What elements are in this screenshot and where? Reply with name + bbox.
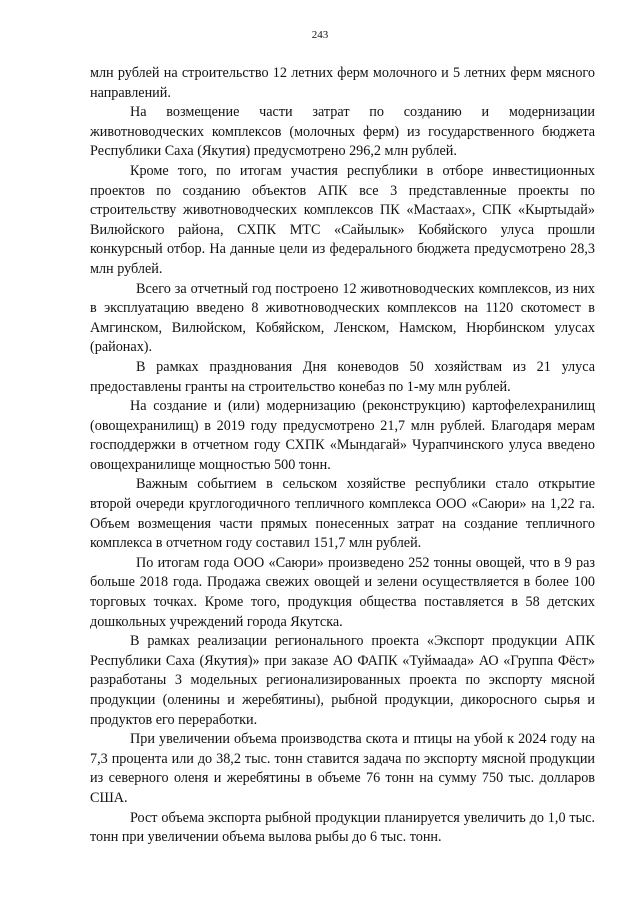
page-number: 243 <box>311 29 329 41</box>
paragraph-9: В рамках реализации регионального проекта «Экспорт продукции АПК Республики Саха (Якутия)» при заказе АО ФАПК «Туймаада» АО «Группа Фёст» разработаны 3 модельных регионализированных проекта по экспорту мясной продукции (оленины и жеребятины), рыбной продукции, дикоросного сырья и продуктов его переработки. <box>90 633 595 728</box>
paragraph-4: Всего за отчетный год построено 12 животноводческих комплексов, из них в эксплуатацию введено 8 животноводческих комплексов на 1120 скотомест в Амгинском, Вилюйском, Кобяйском, Ленском, Намском, Нюрбинском улусах (районах). <box>90 280 595 356</box>
paragraph-6: На создание и (или) модернизацию (реконструкцию) картофелехранилищ (овощехранилищ) в 2019 году предусмотрено 21,7 млн рублей. Благодаря мерам господдержки в отчетном году СХПК «Мындагай» Чурапчинского улуса введено овощехранилище мощностью 500 тонн. <box>90 398 595 473</box>
paragraph-5: В рамках празднования Дня коневодов 50 хозяйствам из 21 улуса предоставлены гранты на строительство конебаз по 1-му млн рублей. <box>90 358 595 395</box>
paragraph-11: Рост объема экспорта рыбной продукции планируется увеличить до 1,0 тыс. тонн при увеличении объема вылова рыбы до 6 тыс. тонн. <box>90 809 595 846</box>
paragraph-3: Кроме того, по итогам участия республики в отборе инвестиционных проектов по созданию объектов АПК все 3 представленные проекты по строительству животноводческих комплексов ПК «Мастаах», СПК «Кыртыдай» Вилюйского района, СХПК МТС «Сайылык» Кобяйского улуса прошли конкурсный отбор. На данные цели из федерального бюджета предусмотрено 28,3 млн рублей. <box>90 162 595 277</box>
paragraph-8: По итогам года ООО «Саюри» произведено 252 тонны овощей, что в 9 раз больше 2018 года. Продажа свежих овощей и зелени осуществляется в более 100 торговых точках. Кроме того, продукция общества поставляется в 58 детских дошкольных учреждений города Якутска. <box>90 554 595 630</box>
paragraph-10: При увеличении объема производства скота и птицы на убой к 2024 году на 7,3 процента или до 38,2 тыс. тонн ставится задача по экспорту мясной продукции из северного оленя и жеребятины в объеме 76 тонн на сумму 750 тыс. долларов США. <box>90 731 595 806</box>
document-body <box>90 64 595 848</box>
paragraph-2: На возмещение части затрат по созданию и модернизации животноводческих комплексов (молочных ферм) из государственного бюджета Республики Саха (Якутия) предусмотрено 296,2 млн рублей. <box>90 104 595 160</box>
paragraph-1: млн рублей на строительство 12 летних ферм молочного и 5 летних ферм мясного направлений. <box>90 65 595 101</box>
paragraph-7: Важным событием в сельском хозяйстве республики стало открытие второй очереди круглогодичного тепличного комплекса ООО «Саюри» на 1,22 га. Объем возмещения части прямых понесенных затрат на создание тепличного комплекса в отчетном году составил 151,7 млн рублей. <box>90 476 595 552</box>
